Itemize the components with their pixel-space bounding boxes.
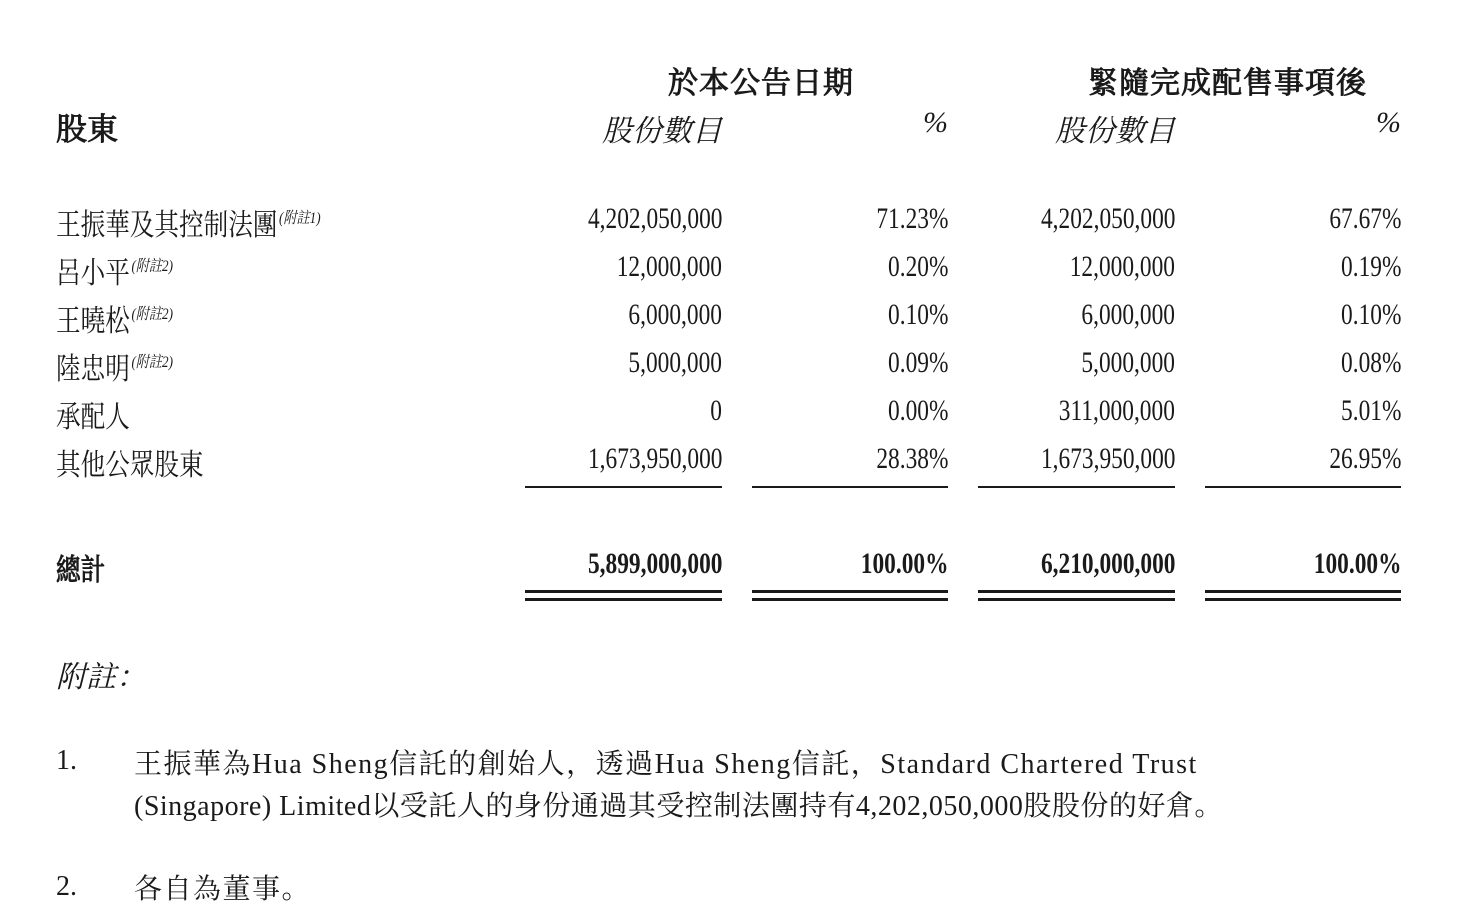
row-name: 王振華及其控制法團 $^{(附註1)}$ — [56, 209, 321, 242]
total-percent-after: 100.00% — [1313, 547, 1401, 580]
double-underline-bottom — [1205, 598, 1401, 601]
row-shares-after: 1,673,950,000 — [1040, 442, 1175, 475]
row-shares-after: 12,000,000 — [1069, 250, 1175, 283]
row-percent-before: 28.38% — [875, 442, 948, 475]
subheader-shares-1: 股份數目 — [602, 115, 722, 148]
row-shares-after: 311,000,000 — [1058, 394, 1175, 427]
row-shares-before: 0 — [710, 394, 722, 427]
subheader-percent-1: % — [923, 106, 948, 139]
row-name: 王曉松 $^{(附註2)}$ — [56, 305, 173, 338]
underline-shares-after — [978, 486, 1175, 488]
total-percent-before: 100.00% — [860, 547, 948, 580]
row-percent-before: 0.20% — [887, 250, 948, 283]
row-percent-after: 0.10% — [1340, 298, 1401, 331]
subheader-shares-2: 股份數目 — [1055, 115, 1175, 148]
note-text: 王振華為Hua Sheng信託的創始人，透過Hua Sheng信託，Standard Chartered Trust — [134, 749, 1198, 780]
total-label: 總計 — [56, 554, 106, 587]
double-underline-top — [1205, 590, 1401, 593]
double-underline-bottom — [978, 598, 1175, 601]
row-name: 其他公眾股東 — [56, 449, 204, 482]
row-percent-before: 0.00% — [887, 394, 948, 427]
group-header-announcement-date: 於本公告日期 — [668, 67, 854, 100]
note-number: 2. — [56, 871, 77, 902]
shareholder-header: 股東 — [56, 112, 118, 147]
note-text: 各自為董事。 — [134, 874, 312, 905]
subheader-percent-2: % — [1376, 106, 1401, 139]
row-shares-after: 6,000,000 — [1081, 298, 1175, 331]
row-shares-before: 12,000,000 — [616, 250, 722, 283]
notes-heading: 附註： — [56, 661, 146, 694]
row-percent-before: 0.10% — [887, 298, 948, 331]
row-shares-before: 1,673,950,000 — [587, 442, 722, 475]
row-shares-before: 4,202,050,000 — [587, 202, 722, 235]
underline-percent-before — [752, 486, 948, 488]
row-name: 陸忠明 $^{(附註2)}$ — [56, 353, 173, 386]
total-shares-after: 6,210,000,000 — [1040, 547, 1175, 580]
note-number: 1. — [56, 745, 77, 776]
total-shares-before: 5,899,000,000 — [587, 547, 722, 580]
double-underline-top — [752, 590, 948, 593]
row-percent-after: 0.08% — [1340, 346, 1401, 379]
row-name: 承配人 — [56, 401, 130, 434]
row-percent-after: 0.19% — [1340, 250, 1401, 283]
double-underline-top — [525, 590, 722, 593]
row-shares-before: 6,000,000 — [628, 298, 722, 331]
row-percent-after: 67.67% — [1328, 202, 1401, 235]
row-percent-before: 0.09% — [887, 346, 948, 379]
row-percent-before: 71.23% — [875, 202, 948, 235]
row-percent-after: 26.95% — [1328, 442, 1401, 475]
double-underline-bottom — [525, 598, 722, 601]
double-underline-bottom — [752, 598, 948, 601]
underline-shares-before — [525, 486, 722, 488]
row-shares-before: 5,000,000 — [628, 346, 722, 379]
row-name: 呂小平 $^{(附註2)}$ — [56, 257, 173, 290]
row-percent-after: 5.01% — [1340, 394, 1401, 427]
row-shares-after: 5,000,000 — [1081, 346, 1175, 379]
row-shares-after: 4,202,050,000 — [1040, 202, 1175, 235]
note-text-continued: (Singapore) Limited以受託人的身份通過其受控制法團持有4,202,050,000股股份的好倉。 — [134, 791, 1223, 822]
underline-percent-after — [1205, 486, 1401, 488]
double-underline-top — [978, 590, 1175, 593]
group-header-after-placing: 緊隨完成配售事項後 — [1088, 67, 1367, 100]
